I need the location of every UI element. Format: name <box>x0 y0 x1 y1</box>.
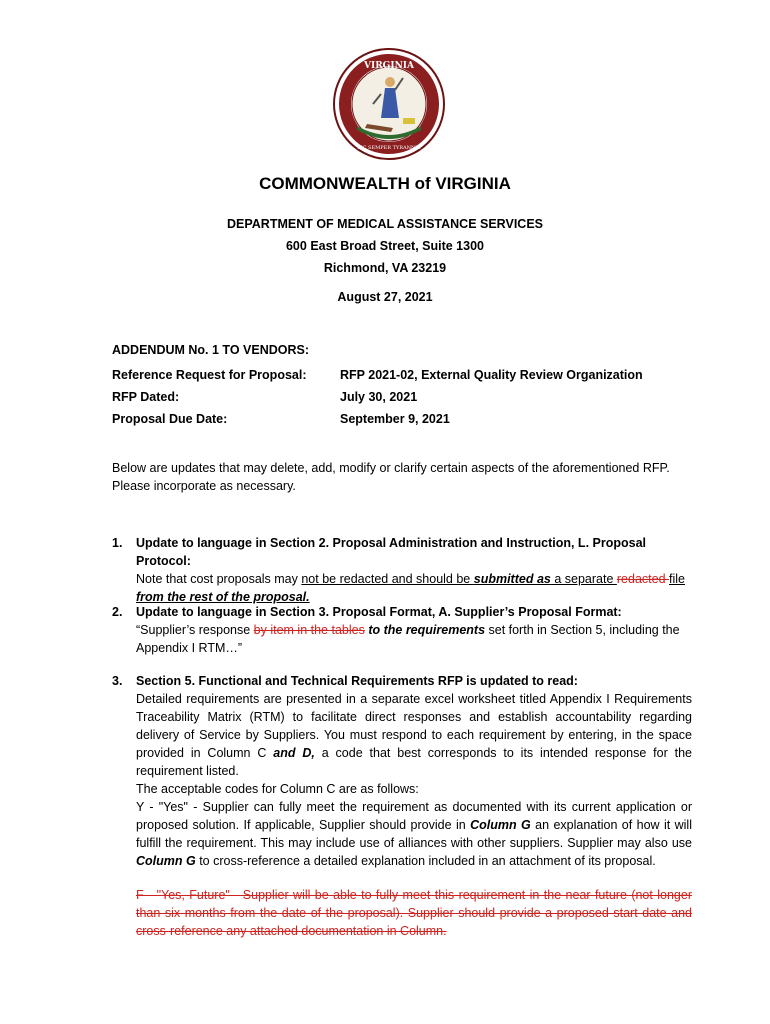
addendum-item-1 <box>112 534 692 606</box>
address-line-1: 600 East Broad Street, Suite 1300 <box>285 239 484 253</box>
inserted-text: from the rest of the proposal. <box>136 590 310 604</box>
seal-text-bottom: SIC SEMPER TYRANNIS <box>357 145 421 151</box>
inserted-text: not be redacted <box>301 572 389 586</box>
deleted-text: redacted <box>616 572 669 586</box>
inserted-text: and D, <box>273 746 315 760</box>
deleted-paragraph: F - "Yes, Future" - Supplier will be able to fully meet this requirement in the near future (not longer than six months from the date of the proposal). Supplier should provide a proposed start date and cross-reference any attached documentation in Column. <box>136 888 692 938</box>
item-number: 3. <box>112 674 123 688</box>
rfp-reference-value: RFP 2021-02, External Quality Review Organization <box>340 368 643 382</box>
item-number: 1. <box>112 536 123 550</box>
intro-line-2: Please incorporate as necessary. <box>112 479 296 493</box>
inserted-text: Column G <box>470 818 531 832</box>
rfp-reference-label: Reference Request for Proposal: <box>112 368 307 382</box>
inserted-text: submitted as <box>473 572 551 586</box>
intro-line-1: Below are updates that may delete, add, modify or clarify certain aspects of the aforementioned RFP. <box>112 461 670 475</box>
text-run: to cross-reference a detailed explanation included in an attachment of its proposal. <box>195 854 656 868</box>
text-run: an explanation of how it will fulfill the requirement. This may include use of alliances with other suppliers. Supplier may also use <box>136 818 692 850</box>
document-title: COMMONWEALTH of VIRGINIA <box>259 174 511 193</box>
inserted-text: Column G <box>136 854 196 868</box>
text-run: “Supplier’s response <box>136 623 254 637</box>
due-date-value: September 9, 2021 <box>340 412 450 426</box>
due-date-label: Proposal Due Date: <box>112 412 228 426</box>
intro-paragraph <box>112 459 692 495</box>
inserted-text: should be <box>412 572 474 586</box>
document-date: August 27, 2021 <box>337 290 433 304</box>
item-heading: Update to language in Section 2. Proposal Administration and Instruction, L. Proposal Protocol: <box>136 536 647 568</box>
addendum-item-3 <box>112 672 692 940</box>
department-name: DEPARTMENT OF MEDICAL ASSISTANCE SERVICES <box>226 217 543 231</box>
inserted-text: to the requirements <box>368 623 486 637</box>
text-run: a code that best corresponds to its intended response for the requirement listed. <box>136 746 693 778</box>
item-text <box>136 570 692 588</box>
inserted-text: a separate <box>550 572 617 586</box>
text-run: Detailed requirements are presented in a separate excel worksheet titled Appendix I Requirements Traceability Matrix (RTM) to facilitate direct responses and establish accountability regarding delivery of Service by Suppliers. You must respond to each requirement by entering, in the space provided in Column C <box>136 692 692 760</box>
text-run: Y - "Yes" - Supplier can fully meet the requirement as documented with its current application or proposed solution. If applicable, Supplier should provide in <box>136 800 692 832</box>
item-heading: Update to language in Section 3. Proposal Format, A. Supplier’s Proposal Format: <box>136 605 622 619</box>
text-run: set forth in Section 5, including the <box>485 623 680 637</box>
inserted-text: file <box>669 572 685 586</box>
text-run: Note that cost proposals may <box>136 572 302 586</box>
item-paragraph <box>136 798 692 870</box>
rfp-dated-value: July 30, 2021 <box>340 390 418 404</box>
item-paragraph <box>136 690 692 780</box>
address-line-2: Richmond, VA 23219 <box>323 261 447 275</box>
rfp-dated-label: RFP Dated: <box>112 390 180 404</box>
deleted-text: by item in the tables <box>253 623 365 637</box>
virginia-state-seal <box>333 48 445 160</box>
item-text <box>136 621 692 639</box>
seal-text-top: VIRGINIA <box>364 61 414 71</box>
inserted-text: and <box>388 572 413 586</box>
text-run: Appendix I RTM…” <box>136 641 243 655</box>
item-heading: Section 5. Functional and Technical Requirements RFP is updated to read: <box>136 674 578 688</box>
item-paragraph: The acceptable codes for Column C are as follows: <box>136 782 419 796</box>
addendum-item-2 <box>112 603 692 657</box>
item-number: 2. <box>112 605 123 619</box>
addendum-heading: ADDENDUM No. 1 TO VENDORS: <box>112 343 310 357</box>
